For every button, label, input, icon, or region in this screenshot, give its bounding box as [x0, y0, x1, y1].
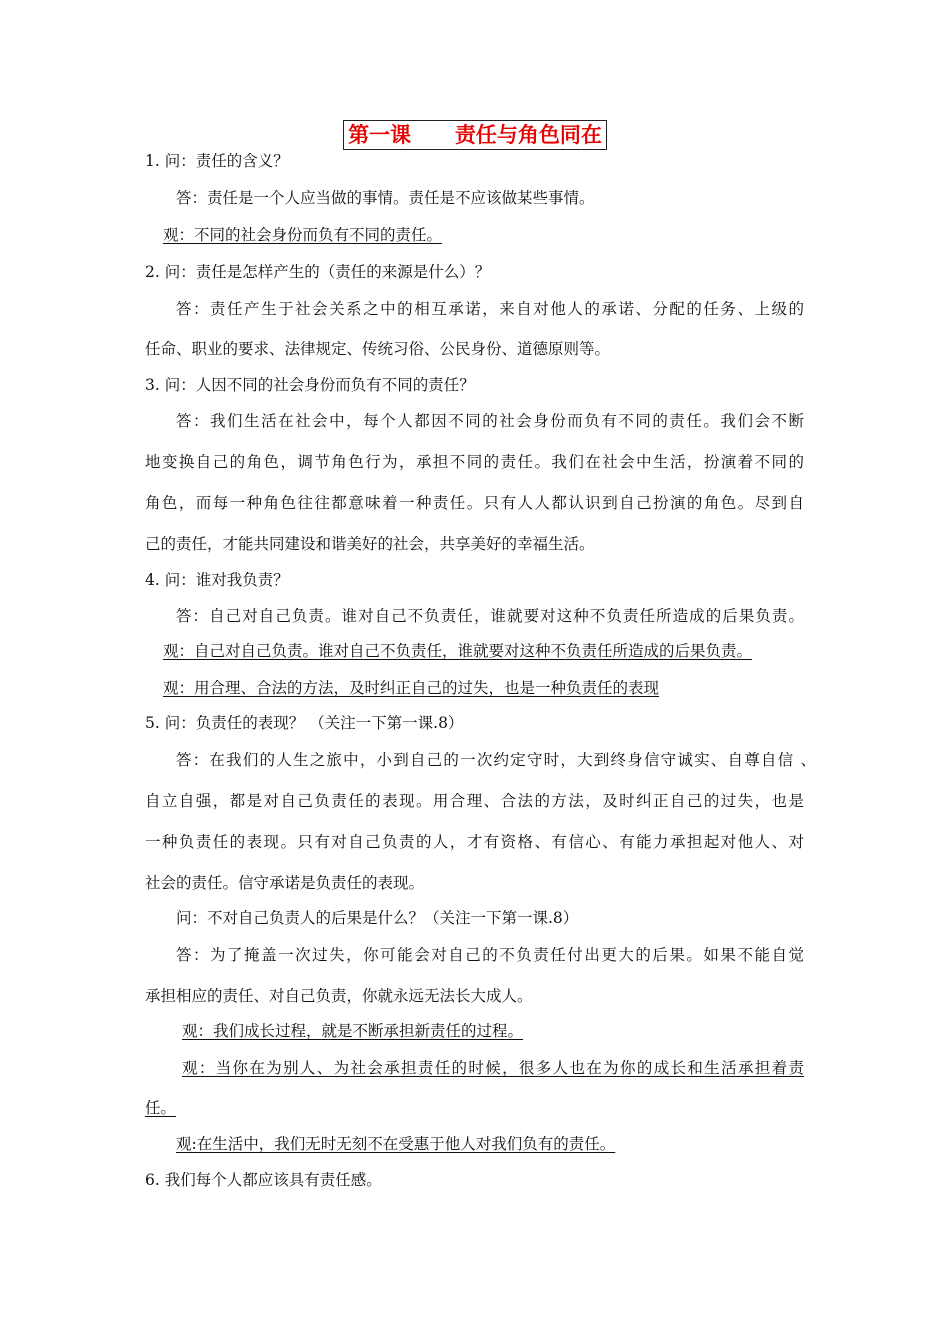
note-5b-line-2: 任。 [145, 1099, 177, 1117]
answer-3-line-3: 角色，而每一种角色往往都意味着一种责任。只有人人都认识到自己扮演的角色。尽到自 [145, 494, 804, 512]
note-1: 观：不同的社会身份而负有不同的责任。 [163, 226, 443, 244]
answer-3-line-2: 地变换自己的角色，调节角色行为，承担不同的责任。我们在社会中生活，扮演着不同的 [145, 453, 804, 471]
answer-4: 答：自己对自己负责。谁对自己不负责任，谁就要对这种不负责任所造成的后果负责。 [176, 607, 804, 625]
question-1: 1. 问：责任的含义？ [145, 152, 289, 170]
question-3: 3. 问：人因不同的社会身份而负有不同的责任？ [145, 376, 475, 394]
answer-2-line-2: 任命、职业的要求、法律规定、传统习俗、公民身份、道德原则等。 [145, 340, 611, 358]
answer-3-line-1: 答：我们生活在社会中，每个人都因不同的社会身份而负有不同的责任。我们会不断 [176, 412, 804, 430]
answer-1: 答：责任是一个人应当做的事情。责任是不应该做某些事情。 [176, 189, 595, 207]
answer-5-line-4: 社会的责任。信守承诺是负责任的表现。 [145, 874, 425, 892]
note-5b-line-1: 观：当你在为别人、为社会承担责任的时候，很多人也在为你的成长和生活承担着责 [182, 1059, 804, 1077]
answer-5b-line-1: 答：为了掩盖一次过失，你可能会对自己的不负责任付出更大的后果。如果不能自觉 [176, 946, 804, 964]
question-2: 2. 问：责任是怎样产生的（责任的来源是什么）？ [145, 263, 491, 281]
question-5: 5. 问：负责任的表现？ （关注一下第一课.8） [145, 714, 464, 732]
answer-2-line-1: 答：责任产生于社会关系之中的相互承诺，来自对他人的承诺、分配的任务、上级的 [176, 300, 804, 318]
note-4b: 观：用合理、合法的方法，及时纠正自己的过失，也是一种负责任的表现 [163, 679, 660, 697]
answer-5b-line-2: 承担相应的责任、对自己负责，你就永远无法长大成人。 [145, 987, 533, 1005]
note-4a: 观：自己对自己负责。谁对自己不负责任，谁就要对这种不负责任所造成的后果负责。 [163, 642, 753, 660]
question-4: 4. 问：谁对我负责？ [145, 571, 289, 589]
question-5b: 问：不对自己负责人的后果是什么？（关注一下第一课.8） [176, 909, 579, 927]
note-5a: 观：我们成长过程，就是不断承担新责任的过程。 [182, 1022, 524, 1040]
lesson-title: 第一课 责任与角色同在 [343, 120, 607, 150]
answer-5-line-3: 一种负责任的表现。只有对自己负责的人，才有资格、有信心、有能力承担起对他人、对 [145, 833, 804, 851]
answer-5-line-1: 答：在我们的人生之旅中，小到自己的一次约定守时，大到终身信守诚实、自尊自信 、 [176, 751, 816, 769]
note-5c: 观:在生活中，我们无时无刻不在受惠于他人对我们负有的责任。 [176, 1135, 616, 1153]
item-6: 6. 我们每个人都应该具有责任感。 [145, 1171, 382, 1189]
answer-3-line-4: 己的责任，才能共同建设和谐美好的社会，共享美好的幸福生活。 [145, 535, 595, 553]
title-container [0, 120, 950, 150]
answer-5-line-2: 自立自强，都是对自己负责任的表现。用合理、合法的方法，及时纠正自己的过失，也是 [145, 792, 804, 810]
